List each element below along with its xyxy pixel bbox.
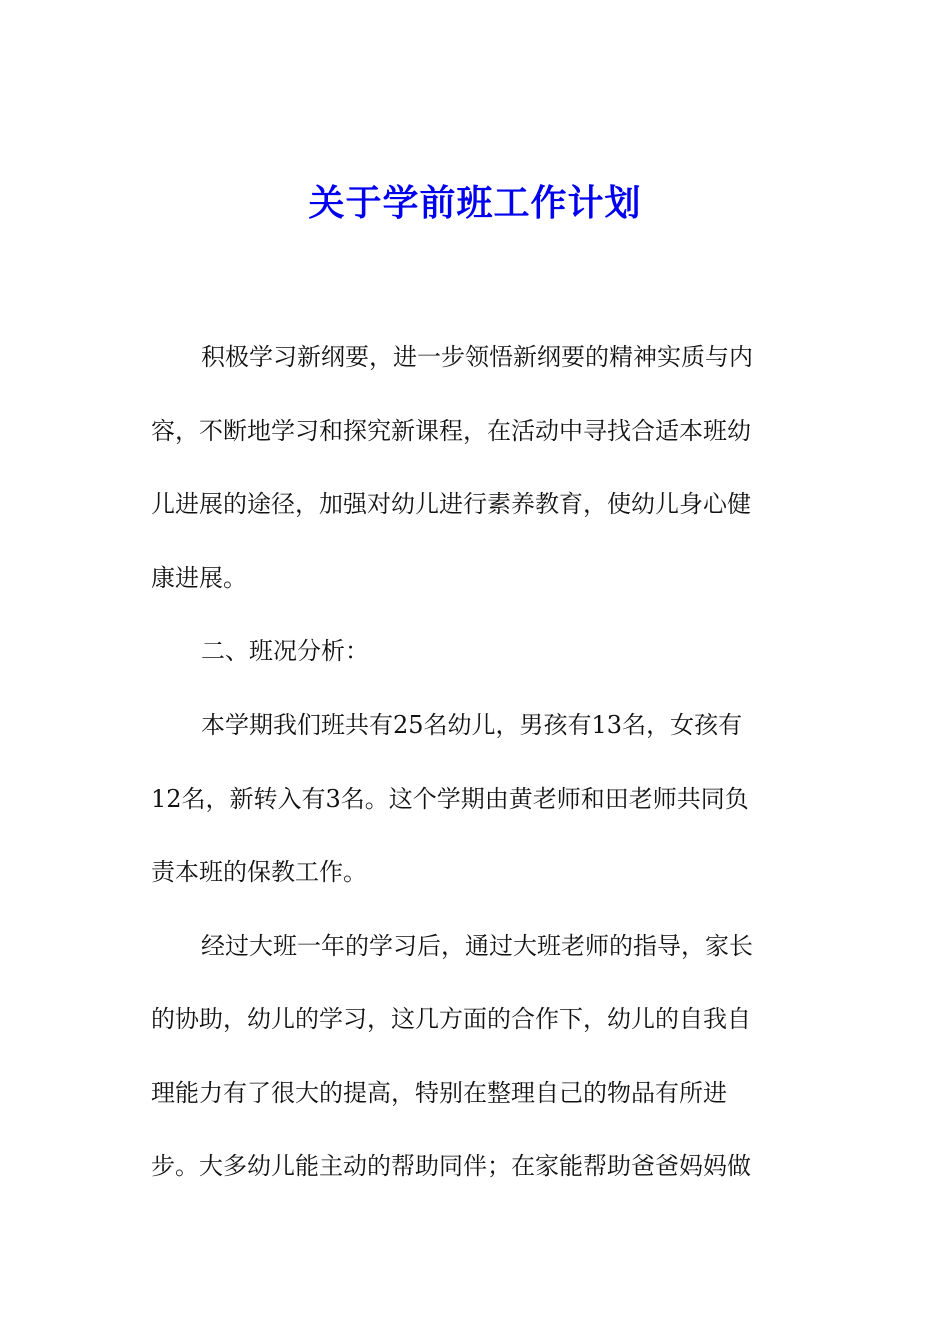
paragraph-2-line-2: 12名，新转入有3名。这个学期由黄老师和田老师共同负 <box>151 785 749 813</box>
paragraph-3-line-4: 步。大多幼儿能主动的帮助同伴；在家能帮助爸爸妈妈做 <box>151 1152 751 1180</box>
paragraph-1-line-3: 儿进展的途径，加强对幼儿进行素养教育，使幼儿身心健 <box>151 490 751 518</box>
paragraph-3-line-3: 理能力有了很大的提高，特别在整理自己的物品有所进 <box>151 1079 727 1107</box>
document-title: 关于学前班工作计划 <box>308 182 642 224</box>
paragraph-1-line-2: 容，不断地学习和探究新课程，在活动中寻找合适本班幼 <box>151 417 751 445</box>
paragraph-3-line-2: 的协助，幼儿的学习，这几方面的合作下，幼儿的自我自 <box>151 1005 751 1033</box>
paragraph-2-line-3: 责本班的保教工作。 <box>151 858 367 886</box>
section-heading-class-analysis: 二、班况分析： <box>201 637 369 665</box>
paragraph-1-line-4: 康进展。 <box>151 564 247 592</box>
paragraph-3-line-1: 经过大班一年的学习后，通过大班老师的指导，家长 <box>201 932 753 960</box>
paragraph-2-line-1: 本学期我们班共有25名幼儿，男孩有13名，女孩有 <box>201 711 743 739</box>
paragraph-1-line-1: 积极学习新纲要，进一步领悟新纲要的精神实质与内 <box>201 343 753 371</box>
